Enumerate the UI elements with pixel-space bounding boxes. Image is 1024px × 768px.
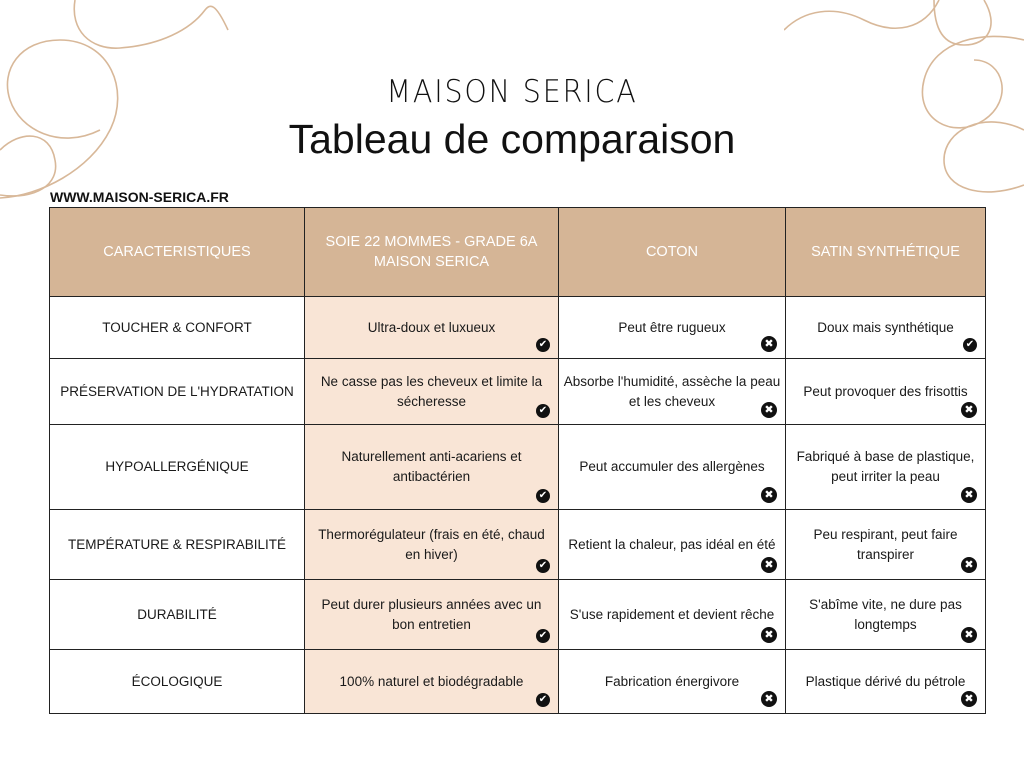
cell-text: Doux mais synthétique — [817, 319, 954, 335]
table-row — [50, 510, 986, 580]
cell-text: Peu respirant, peut faire transpirer — [813, 526, 958, 562]
cell-text: S'use rapidement et devient rêche — [569, 606, 775, 622]
page-title: Tableau de comparaison — [288, 116, 736, 162]
cell-text: Peut provoquer des frisottis — [803, 383, 968, 399]
cell-coton — [559, 650, 786, 714]
website-url: WWW.MAISON-SERICA.FR — [50, 189, 229, 205]
comparison-table — [49, 207, 986, 714]
cross-circle-icon: ✖ — [761, 691, 777, 707]
row-label: PRÉSERVATION DE L'HYDRATATION — [50, 359, 305, 425]
cell-soie — [305, 359, 559, 425]
cross-circle-icon: ✖ — [961, 691, 977, 707]
cell-soie — [305, 297, 559, 359]
column-header-satin: SATIN SYNTHÉTIQUE — [786, 208, 986, 297]
cell-satin — [786, 580, 986, 650]
cross-circle-icon: ✖ — [961, 557, 977, 573]
table-row — [50, 297, 986, 359]
cell-text: Peut durer plusieurs années avec un bon entretien — [321, 596, 542, 632]
cell-text: Thermorégulateur (frais en été, chaud en hiver) — [318, 526, 545, 562]
column-header-soie: SOIE 22 MOMMES - GRADE 6A MAISON SERICA — [305, 208, 559, 297]
cell-text: Fabriqué à base de plastique, peut irriter la peau — [796, 449, 975, 484]
row-label: HYPOALLERGÉNIQUE — [50, 425, 305, 510]
cell-text: Ne casse pas les cheveux et limite la sécheresse — [320, 373, 543, 409]
check-circle-icon: ✔ — [536, 629, 550, 643]
cell-text: Peut être rugueux — [618, 319, 726, 335]
cross-circle-icon: ✖ — [961, 627, 977, 643]
cell-soie — [305, 650, 559, 714]
cross-circle-icon: ✖ — [761, 487, 777, 503]
column-header-coton: COTON — [559, 208, 786, 297]
cell-soie — [305, 425, 559, 510]
table-header-row — [50, 208, 986, 297]
table-row — [50, 650, 986, 714]
cell-text: Fabrication énergivore — [604, 673, 740, 689]
table-row — [50, 425, 986, 510]
cell-text: Plastique dérivé du pétrole — [805, 673, 966, 689]
row-label: TEMPÉRATURE & RESPIRABILITÉ — [50, 510, 305, 580]
cell-coton — [559, 510, 786, 580]
cell-text: S'abîme vite, ne dure pas longtemps — [809, 596, 962, 632]
cross-circle-icon: ✖ — [961, 487, 977, 503]
cell-coton — [559, 297, 786, 359]
cross-circle-icon: ✖ — [761, 557, 777, 573]
cell-satin — [786, 510, 986, 580]
cross-circle-icon: ✖ — [761, 627, 777, 643]
brand-logo: MAISON SERICA — [386, 74, 638, 110]
cell-text: 100% naturel et biodégradable — [339, 673, 524, 689]
cell-text: Naturellement anti-acariens et antibactérien — [341, 449, 522, 484]
check-circle-icon: ✔ — [536, 693, 550, 707]
cell-text: Ultra-doux et luxueux — [367, 319, 496, 335]
cross-circle-icon: ✖ — [961, 402, 977, 418]
table-row — [50, 580, 986, 650]
cell-soie — [305, 580, 559, 650]
row-label: TOUCHER & CONFORT — [50, 297, 305, 359]
cell-satin — [786, 359, 986, 425]
row-label: ÉCOLOGIQUE — [50, 650, 305, 714]
row-label: DURABILITÉ — [50, 580, 305, 650]
check-circle-icon: ✔ — [536, 489, 550, 503]
cell-text: Peut accumuler des allergènes — [579, 459, 765, 474]
check-circle-icon: ✔ — [536, 404, 550, 418]
check-circle-icon: ✔ — [963, 338, 977, 352]
cell-satin — [786, 650, 986, 714]
cell-satin — [786, 425, 986, 510]
table-row — [50, 359, 986, 425]
cell-soie — [305, 510, 559, 580]
cell-coton — [559, 359, 786, 425]
cell-coton — [559, 425, 786, 510]
cross-circle-icon: ✖ — [761, 402, 777, 418]
cell-coton — [559, 580, 786, 650]
cell-satin — [786, 297, 986, 359]
column-header-caracteristiques: CARACTERISTIQUES — [50, 208, 305, 297]
check-circle-icon: ✔ — [536, 559, 550, 573]
cell-text: Absorbe l'humidité, assèche la peau et les cheveux — [563, 373, 781, 409]
cross-circle-icon: ✖ — [761, 336, 777, 352]
cell-text: Retient la chaleur, pas idéal en été — [568, 536, 776, 552]
check-circle-icon: ✔ — [536, 338, 550, 352]
